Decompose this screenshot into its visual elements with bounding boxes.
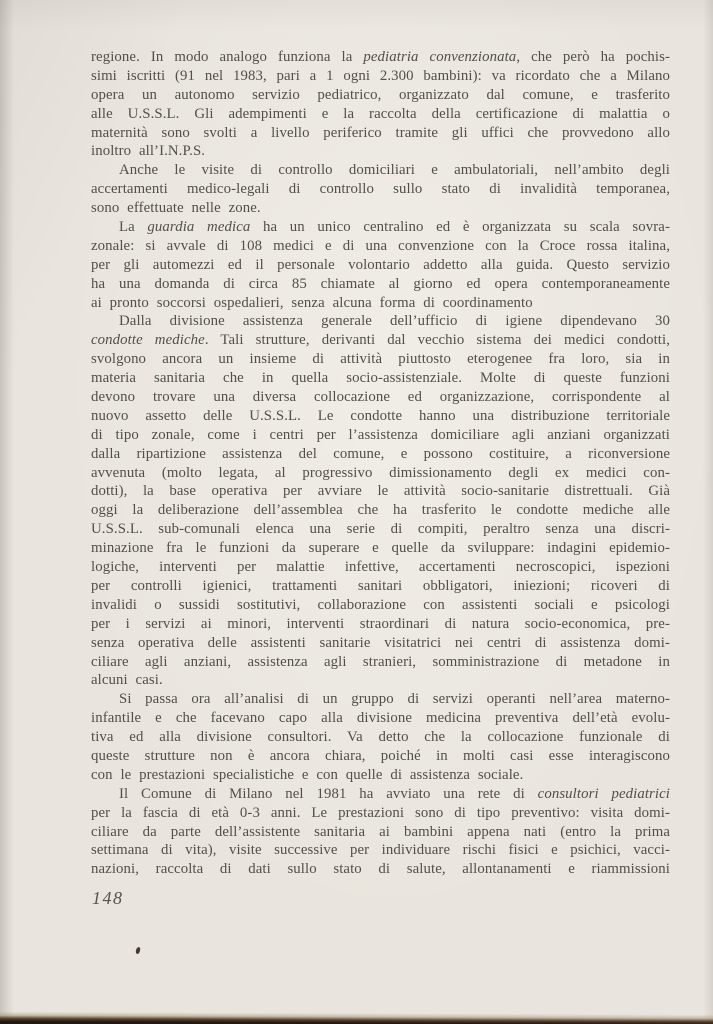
text-line: minazione fra le funzioni da superare e quelle da sviluppare: indagini epidemio- (91, 540, 670, 557)
text-line: svolgono ancora un insieme di attività piuttosto eterogenee fra loro, sia in (91, 351, 670, 368)
text-line: infantile e che facevano capo alla divisione medicina preventiva dell’età evolu- (91, 710, 670, 727)
text-line: queste strutture non è ancora chiara, poiché in molti casi esse interagiscono (91, 747, 670, 764)
text-line: accertamenti medico-legali di controllo sullo stato di invalidità temporanea, (91, 181, 670, 198)
text-line: dalla ripartizione assistenza del comune, e possono costituire, a riconversione (91, 445, 670, 462)
paragraph (91, 690, 670, 784)
text-line: nazioni, raccolta di dati sullo stato di salute, allontanamenti e riammissioni (91, 861, 670, 878)
text-line: settimana di vita), visite successive per individuare rischi fisici e psichici, vacci- (91, 842, 670, 859)
text-line: U.S.S.L. sub-comunali elenca una serie di compiti, peraltro senza una discri- (91, 521, 670, 538)
left-edge-shadow (0, 0, 14, 1024)
paragraph (91, 48, 670, 161)
text-line: per gli automezzi ed il personale volontario addetto alla guida. Questo servizio (91, 256, 670, 273)
text-line: logiche, interventi per malattie infettive, accertamenti necroscopici, ispezioni (91, 559, 670, 576)
text-line: sono effettuate nelle zone. (91, 200, 261, 217)
text-line: avvenuta (molto legata, al progressivo dimissionamento degli ex medici con- (91, 464, 670, 481)
text-line: opera un autonomo servizio pediatrico, organizzato dal comune, e trasferito (91, 86, 670, 103)
page-number: 148 (92, 888, 124, 908)
page-text (91, 48, 670, 879)
text-line: alcuni casi. (91, 672, 163, 689)
text-line: con le prestazioni specialistiche e con quelle di assistenza sociale. (91, 766, 524, 783)
text-line: ciliare agli anziani, assistenza agli stranieri, somministrazione di metadone in (91, 653, 670, 670)
paragraph (91, 312, 670, 690)
text-line: simi iscritti (91 nel 1983, pari a 1 ogni 2.300 bambini): va ricordato che a Milano (91, 67, 670, 84)
text-line: per la fascia di età 0-3 anni. Le prestazioni sono di tipo preventivo: visita domi- (91, 804, 670, 821)
text-line: alle U.S.S.L. Gli adempimenti e la raccolta della certificazione di malattia o (91, 105, 670, 122)
text-line: ha una domanda di circa 85 chiamate al giorno ed opera contemporaneamente (91, 275, 670, 292)
text-line: per i servizi ai minori, interventi straordinari di natura socio-economica, pre- (91, 615, 670, 632)
text-line: senza operativa delle assistenti sanitarie visitatrici nei centri di assistenza domi- (91, 634, 670, 651)
text-line: per controlli igienici, trattamenti sanitari obbligatori, iniezioni; ricoveri di (91, 577, 670, 594)
text-line: invalidi o sussidi sostitutivi, collaborazione con assistenti sociali e psicologi (91, 596, 670, 613)
paragraph (91, 218, 670, 312)
text-line: materia sanitaria che in quella socio-assistenziale. Molte di queste funzioni (91, 370, 670, 387)
text-line: Anche le visite di controllo domiciliari e ambulatoriali, nell’ambito degli (119, 162, 670, 179)
paragraph (91, 161, 670, 218)
text-line: oggi la deliberazione dell’assemblea che ha trasferito le condotte mediche alle (91, 502, 670, 519)
scan-edge-bottom (0, 1011, 713, 1024)
text-line: maternità sono svolti a livello periferico tramite gli uffici che provvedono allo (91, 124, 670, 141)
text-line: devono trovare una diversa collocazione ed organizzazione, corrispondente al (91, 389, 670, 406)
text-line: Si passa ora all’analisi di un gruppo di servizi operanti nell’area materno- (119, 691, 670, 708)
text-line: nuovo assetto delle U.S.S.L. Le condotte hanno una distribuzione territoriale (91, 407, 670, 424)
paragraph (91, 785, 670, 879)
text-line: La guardia medica ha un unico centralino ed è organizzata su scala sovra- (119, 219, 671, 236)
text-line: tiva ed alla divisione consultori. Va detto che la collocazione funzionale di (91, 729, 670, 746)
text-line: regione. In modo analogo funziona la pediatria convenzionata, che però ha pochis- (91, 49, 670, 65)
text-line: Dalla divisione assistenza generale dell’ufficio di igiene dipendevano 30 (119, 313, 670, 330)
ink-speck (135, 947, 141, 955)
right-edge-shadow (703, 0, 713, 1024)
text-line: di tipo zonale, come i centri per l’assistenza domiciliare agli anziani organizzati (91, 426, 670, 443)
text-line: Il Comune di Milano nel 1981 ha avviato una rete di consultori pediatrici (119, 785, 671, 802)
text-line: condotte mediche. Tali strutture, derivanti dal vecchio sistema dei medici condotti, (91, 332, 671, 349)
text-line: zonale: si avvale di 108 medici e di una convenzione con la Croce rossa italina, (91, 237, 670, 254)
text-line: ciliare da parte dell’assistente sanitaria ai bambini appena nati (entro la prima (91, 823, 670, 840)
text-line: dotti), la base operativa per avviare le attività socio-sanitarie distrettuali. Già (91, 483, 670, 500)
text-line: inoltro all’I.N.P.S. (91, 143, 206, 160)
text-line: ai pronto soccorsi ospedalieri, senza alcuna forma di coordinamento (91, 294, 533, 311)
